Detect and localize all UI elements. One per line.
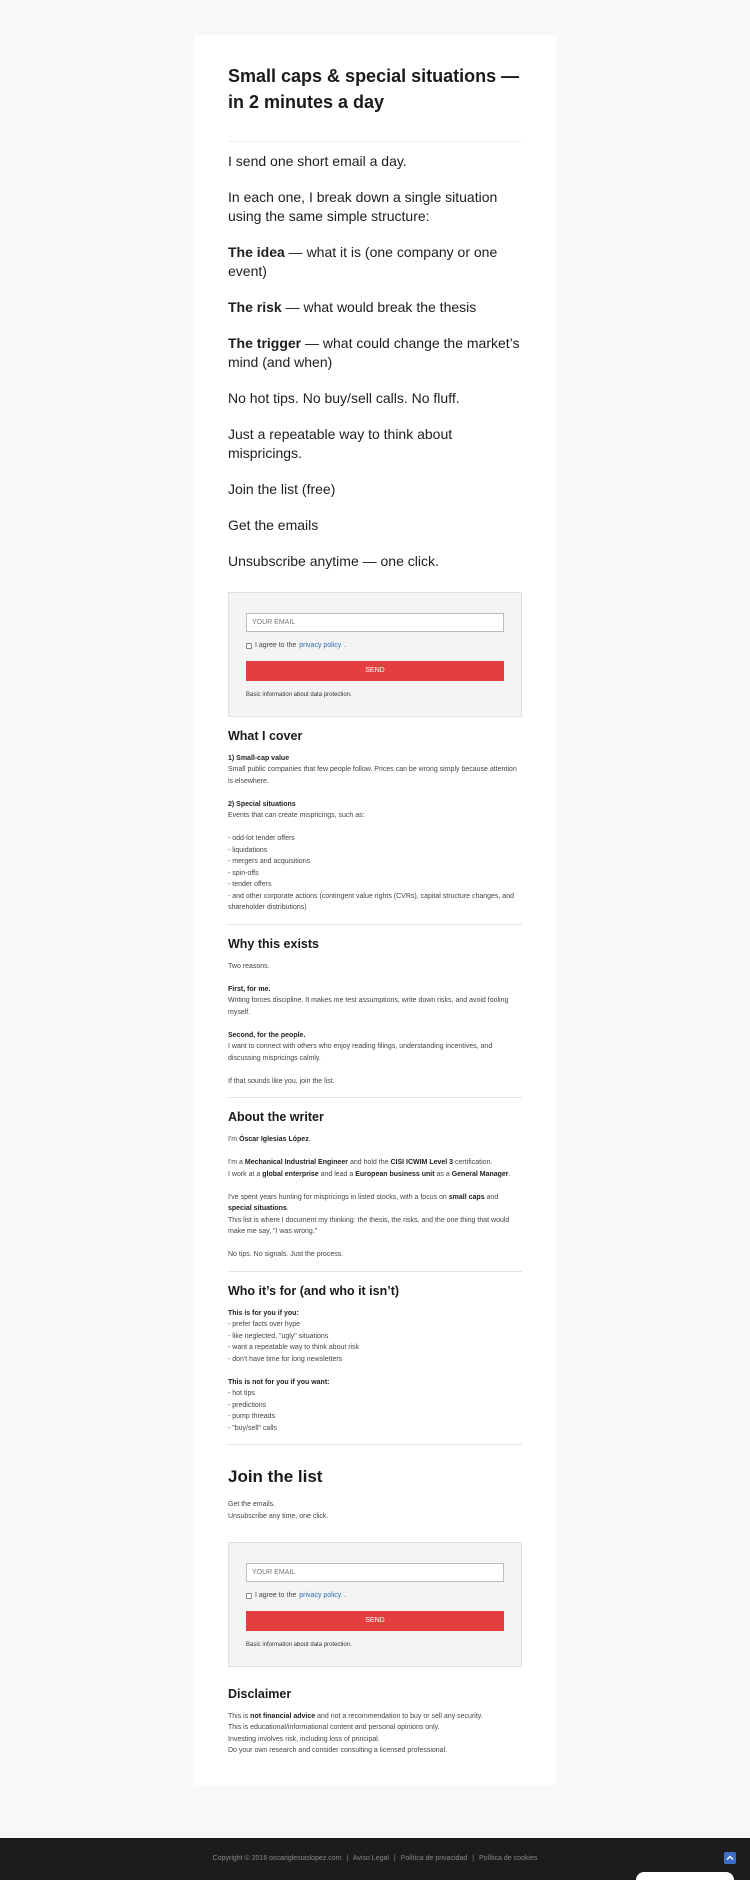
intro-paragraph: I send one short email a day. bbox=[228, 153, 407, 169]
list-item: - and other corporate actions (contingent value rights (CVRs), capital structure changes, and shareholder distributions) bbox=[228, 892, 514, 911]
footer-link-cookies[interactable]: Política de cookies bbox=[478, 1855, 538, 1862]
risk-paragraph bbox=[228, 298, 522, 317]
disclaimer-body bbox=[228, 1711, 522, 1757]
why-intro: Two reasons. bbox=[228, 962, 270, 970]
list-item: - want a repeatable way to think about risk bbox=[228, 1344, 360, 1351]
consent-row bbox=[246, 1592, 504, 1599]
disclaimer-line: Do your own research and consider consulting a licensed professional. bbox=[228, 1747, 448, 1754]
whofor-body bbox=[228, 1308, 522, 1435]
chevron-up-icon[interactable] bbox=[724, 1852, 736, 1864]
send-button[interactable]: SEND bbox=[246, 1611, 504, 1631]
writer-line: I'm a Mechanical Industrial Engineer and hold the CISI ICWIM Level 3 certification. bbox=[228, 1159, 493, 1166]
checkbox-icon[interactable] bbox=[246, 1593, 252, 1599]
writer-line: I'm Óscar Iglesias López. bbox=[228, 1136, 311, 1143]
cover-text: Small public companies that few people follow. Prices can be wrong simply because attention is elsewhere. bbox=[228, 766, 517, 785]
intro-section bbox=[228, 152, 522, 571]
list-item: - tender offers bbox=[228, 881, 272, 888]
join-line: Get the emails. bbox=[228, 1501, 276, 1508]
main-card bbox=[194, 35, 556, 1785]
join-heading: Join the list bbox=[228, 1467, 323, 1486]
list-item: - don't have time for long newsletters bbox=[228, 1355, 343, 1363]
risk-text: — what would break the thesis bbox=[281, 299, 477, 315]
consent-suffix: . bbox=[344, 642, 347, 649]
cover-item-heading: 1) Small-cap value bbox=[228, 754, 290, 762]
signup-form-top bbox=[228, 592, 522, 717]
consent-prefix: I agree to the bbox=[255, 1592, 297, 1599]
email-input[interactable] bbox=[246, 613, 504, 632]
writer-line: I work at a global enterprise and lead a European business unit as a General Manager. bbox=[228, 1170, 511, 1178]
list-item: - prefer facts over hype bbox=[228, 1321, 300, 1328]
trigger-label: The trigger bbox=[228, 335, 302, 351]
footer-separator: | bbox=[346, 1855, 349, 1862]
not-for-label: This is not for you if you want: bbox=[228, 1378, 330, 1386]
writer-name: Óscar Iglesias López bbox=[239, 1136, 309, 1143]
why-first-label: First, for me. bbox=[228, 985, 271, 993]
join-body bbox=[228, 1499, 522, 1522]
list-item: - odd-lot tender offers bbox=[228, 835, 295, 842]
section-heading-writer: About the writer bbox=[228, 1110, 324, 1124]
intro-paragraph: Unsubscribe anytime — one click. bbox=[228, 553, 439, 569]
divider bbox=[228, 141, 522, 142]
list-item: - predictions bbox=[228, 1401, 267, 1409]
why-outro: If that sounds like you, join the list. bbox=[228, 1077, 335, 1085]
data-protection-info: Basic information about data protection. bbox=[246, 691, 352, 698]
disclaimer-line: Investing involves risk, including loss of principal. bbox=[228, 1735, 380, 1743]
privacy-policy-link[interactable]: privacy policy bbox=[299, 642, 342, 649]
signup-form-bottom bbox=[228, 1542, 522, 1667]
footer-separator: | bbox=[393, 1855, 396, 1862]
idea-paragraph bbox=[228, 243, 522, 281]
intro-paragraph: Join the list (free) bbox=[228, 481, 336, 497]
why-second-label: Second, for the people. bbox=[228, 1031, 306, 1039]
footer-link-legal[interactable]: Aviso Legal bbox=[352, 1855, 389, 1862]
email-input[interactable] bbox=[246, 1563, 504, 1582]
section-heading-why: Why this exists bbox=[228, 936, 319, 951]
why-body bbox=[228, 961, 522, 1088]
join-line: Unsubscribe any time, one click. bbox=[228, 1512, 329, 1520]
list-item: - hot tips bbox=[228, 1390, 255, 1397]
writer-line: No tips. No signals. Just the process. bbox=[228, 1251, 344, 1258]
divider bbox=[228, 924, 522, 925]
consent-row bbox=[246, 642, 504, 649]
footer-text bbox=[0, 1855, 750, 1862]
disclaimer-line: This is educational/informational content and personal opinions only. bbox=[228, 1724, 440, 1731]
writer-line: I've spent years hunting for mispricings in listed stocks, with a focus on small caps and special situations. bbox=[228, 1193, 499, 1212]
idea-text: — what it is (one company or one event) bbox=[228, 244, 498, 279]
list-item: - spin-offs bbox=[228, 869, 259, 877]
consent-prefix: I agree to the bbox=[255, 642, 297, 649]
risk-label: The risk bbox=[228, 299, 282, 315]
section-heading-disclaimer: Disclaimer bbox=[228, 1686, 292, 1701]
copyright: Copyright © 2016 oscariglesiaslopez.com bbox=[212, 1855, 342, 1862]
intro-paragraph: Get the emails bbox=[228, 517, 319, 533]
why-second-text: I want to connect with others who enjoy reading filings, understanding incentives, and discussing mispricings calmly. bbox=[228, 1043, 493, 1062]
intro-paragraph: No hot tips. No buy/sell calls. No fluff. bbox=[228, 390, 460, 406]
list-item: - liquidations bbox=[228, 846, 268, 854]
trigger-text: — what could change the market’s mind (and when) bbox=[228, 335, 520, 370]
list-item: - like neglected, "ugly" situations bbox=[228, 1332, 329, 1340]
cover-text: Events that can create mispricings, such as: bbox=[228, 812, 365, 819]
intro-paragraph: Just a repeatable way to think about mispricings. bbox=[228, 426, 453, 461]
footer-separator: | bbox=[472, 1855, 475, 1862]
writer-line: This list is where I document my thinking: the thesis, the risks, and the one thing that would make me say, "I was wrong." bbox=[228, 1216, 510, 1235]
divider bbox=[228, 1097, 522, 1098]
floating-badge[interactable] bbox=[636, 1872, 734, 1880]
footer-link-privacy[interactable]: Política de privacidad bbox=[400, 1855, 468, 1862]
intro-paragraph: In each one, I break down a single situation using the same simple structure: bbox=[228, 189, 498, 224]
divider bbox=[228, 1444, 522, 1445]
section-heading-whofor: Who it’s for (and who it isn’t) bbox=[228, 1283, 400, 1298]
send-button[interactable]: SEND bbox=[246, 661, 504, 681]
cover-item-heading: 2) Special situations bbox=[228, 800, 296, 808]
trigger-paragraph bbox=[228, 334, 522, 372]
idea-label: The idea bbox=[228, 244, 285, 260]
disclaimer-line: This is not financial advice and not a recommendation to buy or sell any security. bbox=[228, 1712, 483, 1720]
section-heading-cover: What I cover bbox=[228, 728, 303, 743]
list-item: - mergers and acquisitions bbox=[228, 858, 311, 865]
divider bbox=[228, 1271, 522, 1272]
page-title: Small caps & special situations — in 2 minutes a day bbox=[228, 66, 520, 112]
list-item: - "buy/sell" calls bbox=[228, 1424, 277, 1432]
data-protection-info: Basic information about data protection. bbox=[246, 1641, 352, 1648]
for-label: This is for you if you: bbox=[228, 1309, 299, 1317]
checkbox-icon[interactable] bbox=[246, 643, 252, 649]
list-item: - pump threads bbox=[228, 1413, 276, 1420]
consent-suffix: . bbox=[344, 1592, 347, 1599]
cover-body bbox=[228, 753, 522, 914]
privacy-policy-link[interactable]: privacy policy bbox=[299, 1592, 342, 1599]
writer-body bbox=[228, 1134, 522, 1261]
why-first-text: Writing forces discipline. It makes me test assumptions, write down risks, and avoid fooling myself. bbox=[228, 997, 509, 1016]
